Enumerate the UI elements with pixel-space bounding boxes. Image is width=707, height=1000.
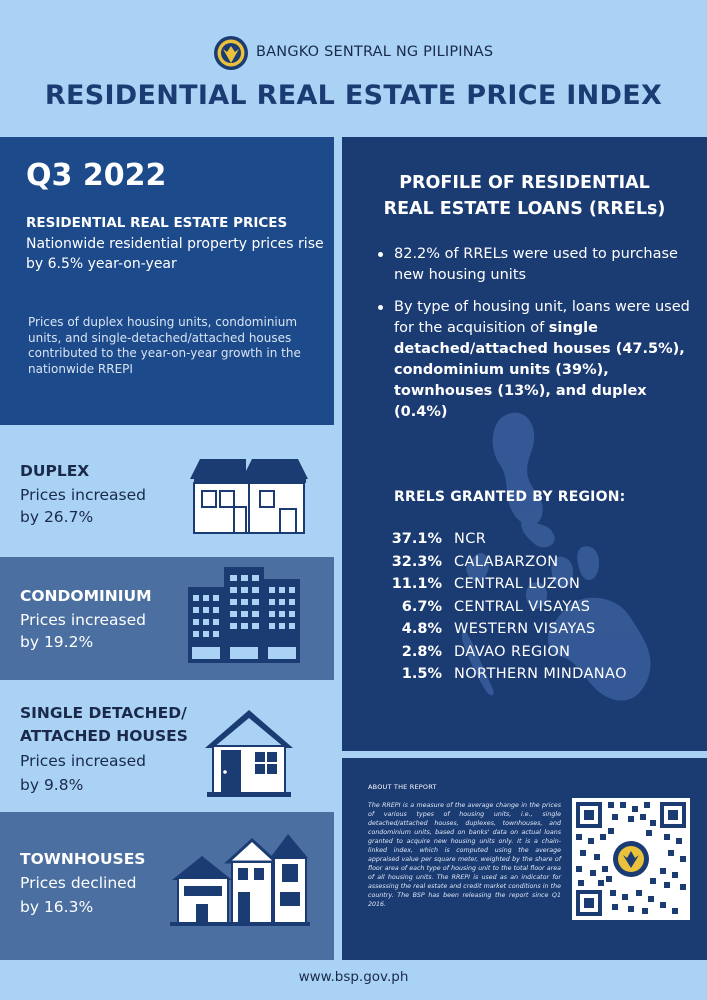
condominium-title: CONDOMINIUM bbox=[20, 587, 152, 605]
region-pct: 4.8% bbox=[401, 621, 442, 637]
region-heading: RRELS GRANTED BY REGION: bbox=[394, 489, 626, 505]
townhouses-change-line1: Prices declined bbox=[20, 874, 137, 892]
report-heading: ABOUT THE REPORT bbox=[368, 783, 437, 791]
profile-title-line1: PROFILE OF RESIDENTIAL bbox=[399, 173, 650, 193]
region-row bbox=[390, 644, 627, 667]
qr-code-icon[interactable] bbox=[572, 798, 690, 920]
profile-bullet-2-plain: By type of housing unit, loans were used for the acquisition of bbox=[394, 299, 690, 336]
region-row bbox=[390, 666, 627, 689]
profile-panel bbox=[342, 137, 707, 751]
single-detached-change-line1: Prices increased bbox=[20, 752, 146, 770]
region-pct: 37.1% bbox=[391, 531, 442, 547]
region-list bbox=[390, 531, 627, 689]
condominium-change-line1: Prices increased bbox=[20, 611, 146, 629]
single-detached-title-line2: ATTACHED HOUSES bbox=[20, 727, 188, 745]
profile-bullet-1: 82.2% of RRELs were used to purchase new housing units bbox=[376, 244, 691, 286]
region-row bbox=[390, 621, 627, 644]
region-name: NCR bbox=[454, 531, 487, 547]
summary-note: Prices of duplex housing units, condominium units, and single-detached/attached houses contributed to the year-on-year growth in the nationwide RREPI bbox=[28, 315, 301, 376]
website-link[interactable]: www.bsp.gov.ph bbox=[298, 969, 409, 985]
region-row bbox=[390, 531, 627, 554]
condominium-icon bbox=[188, 565, 300, 663]
condominium-section bbox=[0, 557, 334, 680]
summary-panel bbox=[0, 137, 334, 425]
duplex-title: DUPLEX bbox=[20, 462, 90, 480]
summary-subheading: Nationwide residential property prices rise by 6.5% year-on-year bbox=[26, 236, 324, 272]
profile-bullet-2-bold: single detached/attached houses (47.5%), condominium units (39%), townhouses (13%), and duplex (0.4%) bbox=[394, 320, 685, 420]
region-name: NORTHERN MINDANAO bbox=[454, 666, 627, 682]
bank-name: BANGKO SENTRAL NG PILIPINAS bbox=[256, 44, 494, 60]
region-row bbox=[390, 599, 627, 622]
region-pct: 1.5% bbox=[401, 666, 442, 682]
profile-title-line2: REAL ESTATE LOANS (RRELs) bbox=[383, 199, 666, 219]
condominium-change-line2: by 19.2% bbox=[20, 633, 94, 651]
townhouses-change-line2: by 16.3% bbox=[20, 898, 94, 916]
header bbox=[0, 0, 707, 135]
profile-bullets bbox=[376, 244, 691, 434]
townhouses-title: TOWNHOUSES bbox=[20, 850, 146, 868]
house-icon bbox=[203, 708, 295, 798]
region-name: WESTERN VISAYAS bbox=[454, 621, 596, 637]
duplex-section bbox=[0, 432, 334, 557]
profile-bullet-2 bbox=[376, 297, 691, 423]
region-pct: 11.1% bbox=[391, 576, 442, 592]
profile-title bbox=[342, 170, 707, 222]
region-pct: 32.3% bbox=[391, 553, 442, 570]
region-row bbox=[390, 554, 627, 577]
report-text: The RREPI is a measure of the average change in the prices of various types of housing units, i.e., single detached/attached houses, duplexes, townhouses, and condominium units, based on banks' data on actual loans granted to acquire new housing units only. It is a chain-linked index, which is computed using the average appraised value per square meter, weighted by the share of floor area of each type of housing unit to the total floor area of all housing units. The RREPI is used as an indicator for assessing the real estate and credit market conditions in the country. The BSP has been releasing the report since Q1 2016. bbox=[368, 802, 561, 908]
footer bbox=[0, 960, 707, 1000]
townhouses-icon bbox=[170, 832, 310, 926]
region-name: CALABARZON bbox=[454, 553, 559, 570]
single-detached-change-line2: by 9.8% bbox=[20, 776, 84, 794]
duplex-icon bbox=[188, 457, 310, 535]
region-row bbox=[390, 576, 627, 599]
single-detached-section bbox=[0, 680, 334, 812]
about-report-panel bbox=[342, 758, 707, 960]
region-name: CENTRAL VISAYAS bbox=[454, 598, 591, 615]
summary-heading: RESIDENTIAL REAL ESTATE PRICES bbox=[26, 215, 288, 231]
region-pct: 6.7% bbox=[401, 598, 442, 615]
region-name: DAVAO REGION bbox=[454, 643, 571, 660]
page-title: RESIDENTIAL REAL ESTATE PRICE INDEX bbox=[44, 80, 663, 111]
quarter-title: Q3 2022 bbox=[26, 158, 167, 193]
region-name: CENTRAL LUZON bbox=[454, 576, 581, 592]
duplex-change-line2: by 26.7% bbox=[20, 508, 94, 526]
region-pct: 2.8% bbox=[401, 643, 442, 660]
townhouses-section bbox=[0, 812, 334, 960]
bsp-logo bbox=[213, 35, 249, 71]
duplex-change-line1: Prices increased bbox=[20, 486, 146, 504]
single-detached-title-line1: SINGLE DETACHED/ bbox=[20, 704, 187, 722]
